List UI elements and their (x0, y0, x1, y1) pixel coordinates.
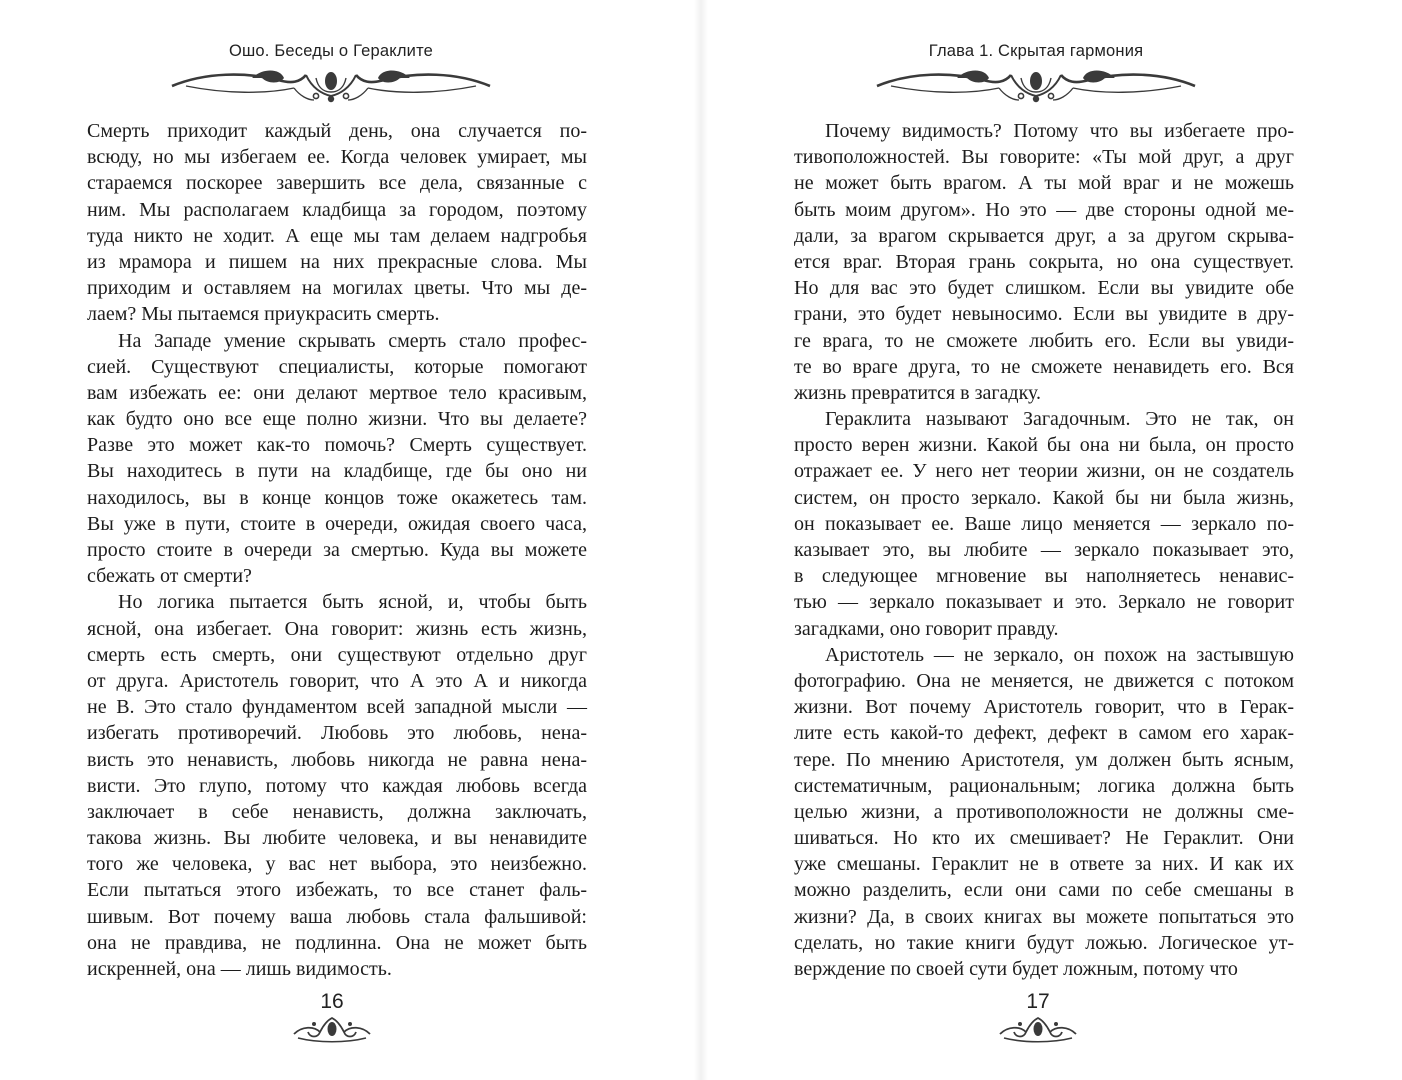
text-line: приходим и оставляем на могилах цветы. Что мы де- (87, 277, 587, 300)
text-line: искренней, она — лишь видимость. (87, 958, 392, 980)
text-line: висти. Это глупо, потому что каждая любовь всегда (87, 774, 587, 797)
text-line: Смерть приходит каждый день, она случается по- (87, 120, 587, 142)
text-line: вам избежать ее: они делают мертвое тело красивым, (87, 381, 587, 404)
text-line: всюду, но мы избегаем ее. Когда человек умирает, мы (87, 146, 587, 169)
right-page (701, 0, 1402, 1080)
small-flourish-icon (292, 1016, 372, 1044)
text-line: можно разделить, если они сами по себе смешаны в (794, 879, 1294, 902)
text-line: ним. Мы располагаем кладбища за городом, поэтому (87, 198, 587, 221)
text-line: систем, он просто зеркало. Какой бы ни была жизнь, (794, 486, 1294, 509)
text-line: туда никто не ходит. А еще мы там делаем надгробья (87, 224, 587, 247)
paragraph (87, 589, 587, 982)
paragraph (794, 642, 1294, 982)
text-line: она не правдива, не подлинна. Она не может быть (87, 931, 587, 954)
text-line: не В. Это стало фундаментом всей западной мысли — (87, 696, 587, 719)
text-line: систематичным, рациональным; логика должна быть (794, 774, 1294, 797)
text-line: того же человека, у вас нет выбора, это неизбежно. (87, 853, 587, 876)
text-line: Но для вас это будет слишком. Если вы увидите обе (794, 277, 1294, 300)
text-line: тере. По мнению Аристотеля, ум должен быть ясным, (794, 748, 1294, 771)
text-line: избегать противоречий. Любовь это любовь, нена- (87, 722, 587, 745)
text-line: сбежать от смерти? (87, 565, 252, 588)
text-line: как будто оно все еще полно жизни. Что вы делаете? (87, 408, 587, 431)
running-head-left: Ошо. Беседы о Гераклите (228, 42, 434, 60)
text-line: сделать, но такие книги будут ложью. Логическое ут- (794, 931, 1294, 954)
text-line: такова жизнь. Вы любите человека, и вы ненавидите (87, 827, 587, 850)
text-line: шиваться. Но кто их смешивает? Не Гераклит. Они (794, 827, 1294, 850)
text-line: дали, за врагом скрывается друг, а за другом скрыва- (794, 224, 1294, 247)
text-line: те во враге друга, то не сможете ненавидеть его. Вся (794, 355, 1294, 378)
text-line: смерть есть смерть, они существуют отдельно друг (87, 643, 587, 666)
text-line: ге врага, то не сможете любить его. Если вы увиди- (794, 329, 1294, 352)
text-line: не может быть врагом. А ты мой враг и не можешь (794, 172, 1294, 195)
text-line: тью — зеркало показывает и это. Зеркало не говорит (794, 591, 1294, 614)
paragraph (87, 328, 587, 590)
text-line: быть моим другом». Но это — две стороны одной ме- (794, 198, 1294, 221)
text-line: жизни. Вот почему Аристотель говорит, что в Герак- (794, 696, 1294, 719)
text-line: он показывает ее. Ваше лицо меняется — зеркало по- (794, 512, 1294, 535)
scroll-flourish-icon (166, 66, 496, 106)
text-line: целью жизни, а противоположности не должны сме- (794, 800, 1294, 823)
text-line: ется враг. Вторая грань сокрыта, но она существует. (794, 250, 1294, 273)
text-line: фотографию. Она не меняется, не движется с потоком (794, 669, 1294, 692)
paragraph (87, 118, 587, 328)
running-head-right: Глава 1. Скрытая гармония (928, 42, 1144, 60)
text-line: грани, это будет невыносимо. Если вы увидите в дру- (794, 303, 1294, 326)
right-body-text (794, 118, 1294, 982)
text-line: из мрамора и пишем на них прекрасные слова. Мы (87, 250, 587, 273)
text-line: Почему видимость? Потому что вы избегаете про- (825, 120, 1294, 142)
text-line: заключает в себе ненависть, должна заключать, (87, 800, 587, 823)
text-line: отражает ее. У него нет теории жизни, он не создатель (794, 460, 1294, 483)
text-line: тивоположностей. Вы говорите: «Ты мой друг, а друг (794, 146, 1294, 169)
text-line: жизнь превратится в загадку. (794, 381, 1042, 404)
text-line: загадками, оно говорит правду. (794, 617, 1059, 640)
text-line: Вы уже в пути, стоите в очереди, ожидая своего часа, (87, 512, 587, 535)
text-line: Вы находитесь в пути на кладбище, где бы оно ни (87, 460, 587, 483)
text-line: уже смешаны. Гераклит не в ответе за них. И как их (794, 853, 1294, 876)
text-line: казывает это, вы любите — зеркало показывает это, (794, 539, 1294, 561)
small-flourish-icon (998, 1016, 1078, 1044)
text-line: лите есть какой-то дефект, дефект в самом его харак- (794, 722, 1294, 745)
paragraph (794, 118, 1294, 406)
text-line: от друга. Аристотель говорит, что А это А и никогда (87, 669, 587, 692)
text-line: Гераклита называют Загадочным. Это не так, он (825, 408, 1294, 431)
text-line: находилось, вы в конце концов тоже окажетесь там. (87, 486, 587, 509)
text-line: Аристотель — не зеркало, он похож на застывшую (825, 643, 1294, 666)
text-line: лаем? Мы пытаемся приукрасить смерть. (87, 303, 440, 326)
text-line: Но логика пытается быть ясной, и, чтобы быть (118, 591, 587, 614)
text-line: шивым. Вот почему ваша любовь стала фальшивой: (87, 905, 587, 928)
text-line: в следующее мгновение вы наполняетесь ненавис- (794, 565, 1294, 588)
text-line: жизни? Да, в своих книгах вы можете попытаться это (794, 905, 1294, 928)
page-number-left: 16 (320, 990, 344, 1013)
text-line: Разве это может как-то помочь? Смерть существует. (87, 434, 587, 457)
text-line: Если пытаться этого избежать, то все станет фаль- (87, 879, 587, 902)
text-line: верждение по своей сути будет ложным, потому что (794, 958, 1238, 980)
page-number-right: 17 (1026, 990, 1050, 1013)
text-line: стараемся поскорее завершить все дела, связанные с (87, 172, 587, 195)
paragraph (794, 406, 1294, 642)
text-line: просто верен жизни. Какой бы она ни была, он просто (794, 434, 1294, 457)
text-line: просто стоите в очереди за смертью. Куда вы можете (87, 539, 587, 561)
text-line: На Западе умение скрывать смерть стало профес- (118, 329, 587, 352)
left-body-text (87, 118, 587, 982)
text-line: висть это ненависть, любовь никогда не равна нена- (87, 748, 587, 771)
text-line: сией. Существуют специалисты, которые помогают (87, 355, 587, 378)
scroll-flourish-icon (871, 66, 1201, 106)
text-line: ясной, она избегает. Она говорит: жизнь есть жизнь, (87, 617, 587, 640)
